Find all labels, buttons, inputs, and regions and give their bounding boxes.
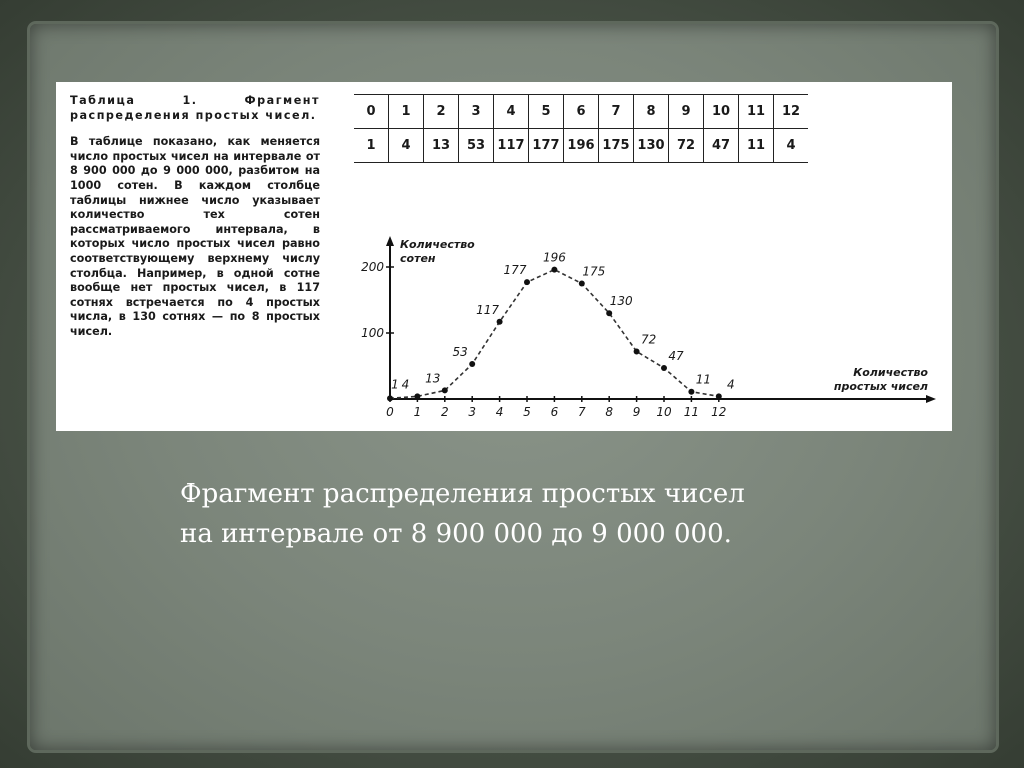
table-cell-primes: 0 [354, 95, 389, 129]
x-axis-label: простых чисел [833, 380, 928, 393]
x-tick-label: 3 [468, 405, 477, 419]
data-point [497, 319, 503, 325]
table-cell-primes: 10 [704, 95, 739, 129]
figure-image [56, 82, 952, 431]
x-tick-label: 8 [605, 405, 614, 419]
table-cell-primes: 7 [599, 95, 634, 129]
table-cell-primes: 11 [739, 95, 774, 129]
y-axis-label: Количество [400, 238, 475, 251]
table-cell-hundreds: 13 [424, 129, 459, 163]
x-tick-label: 0 [386, 405, 394, 419]
data-label: 4 [726, 377, 735, 392]
distribution-table [354, 94, 808, 163]
table-cell-hundreds: 72 [669, 129, 704, 163]
table-cell-hundreds: 177 [529, 129, 564, 163]
data-point [688, 389, 694, 395]
table-cell-primes: 5 [529, 95, 564, 129]
x-tick-label: 6 [550, 405, 559, 419]
data-label: 196 [542, 250, 566, 265]
data-label: 117 [476, 302, 500, 317]
table-cell-hundreds: 130 [634, 129, 669, 163]
x-tick-label: 2 [440, 405, 449, 419]
figure-title: Таблица 1. Фрагмент распределения простых чисел. [70, 94, 320, 122]
slide-caption [180, 474, 900, 554]
data-point [606, 310, 612, 316]
data-label: 130 [609, 294, 633, 309]
data-label: 1 [391, 377, 399, 392]
table-cell-hundreds: 196 [564, 129, 599, 163]
y-tick-label: 100 [361, 326, 384, 340]
x-axis-arrow [926, 395, 936, 403]
data-label: 53 [452, 345, 468, 360]
caption-line-1: Фрагмент распределения простых чисел [180, 479, 745, 509]
data-point [634, 348, 640, 354]
data-label: 175 [582, 264, 606, 279]
table-cell-hundreds: 53 [459, 129, 494, 163]
x-axis-label: Количество [853, 366, 928, 379]
data-point [661, 365, 667, 371]
data-point [716, 393, 722, 399]
x-tick-label: 5 [523, 405, 531, 419]
table-row-hundreds-count [354, 129, 808, 163]
table-cell-hundreds: 4 [389, 129, 424, 163]
table-cell-hundreds: 1 [354, 129, 389, 163]
table-cell-hundreds: 47 [704, 129, 739, 163]
data-label: 47 [668, 348, 684, 363]
figure-description: В таблице показано, как меняется число простых чисел на интервале от 8 900 000 до 9 000 000, разбитом на 1000 сотен. В каждом столбце таблицы нижнее число указывает количество тех сотен рассматриваемого интервала, в которых число простых чисел равно соответствующему верхнему числу столбца. Например, в одной сотне вообще нет простых чисел, в 117 сотнях встречается по 4 простых числа, в 130 сотнях — по 8 простых чисел. [70, 135, 320, 338]
table-row-primes-count [354, 95, 808, 129]
data-point [579, 281, 585, 287]
data-label: 11 [695, 372, 712, 387]
table-cell-primes: 12 [774, 95, 809, 129]
x-tick-label: 9 [632, 405, 641, 419]
y-axis-label: сотен [400, 252, 436, 265]
data-label: 4 [401, 377, 410, 392]
table-cell-primes: 9 [669, 95, 704, 129]
table-cell-primes: 4 [494, 95, 529, 129]
table-cell-hundreds: 11 [739, 129, 774, 163]
y-axis-arrow [386, 236, 394, 246]
table-cell-primes: 3 [459, 95, 494, 129]
caption-line-2: на интервале от 8 900 000 до 9 000 000. [180, 519, 732, 549]
data-point [387, 395, 393, 401]
table-cell-primes: 1 [389, 95, 424, 129]
table-cell-primes: 8 [634, 95, 669, 129]
x-tick-label: 4 [495, 405, 504, 419]
data-point [469, 361, 475, 367]
x-tick-label: 11 [683, 405, 700, 419]
data-point [414, 393, 420, 399]
distribution-chart [354, 232, 944, 427]
x-tick-label: 12 [711, 405, 727, 419]
data-label: 72 [640, 332, 657, 347]
x-tick-label: 7 [577, 405, 586, 419]
data-label: 177 [503, 263, 527, 278]
data-point [551, 267, 557, 273]
x-tick-label: 10 [656, 405, 672, 419]
table-cell-hundreds: 117 [494, 129, 529, 163]
table-cell-primes: 2 [424, 95, 459, 129]
y-tick-label: 200 [361, 260, 384, 274]
table-cell-hundreds: 175 [599, 129, 634, 163]
data-point [524, 279, 530, 285]
data-point [442, 387, 448, 393]
x-tick-label: 1 [413, 405, 422, 419]
data-label: 13 [425, 371, 441, 386]
table-cell-primes: 6 [564, 95, 599, 129]
figure-text-block [70, 94, 320, 340]
table-cell-hundreds: 4 [774, 129, 809, 163]
